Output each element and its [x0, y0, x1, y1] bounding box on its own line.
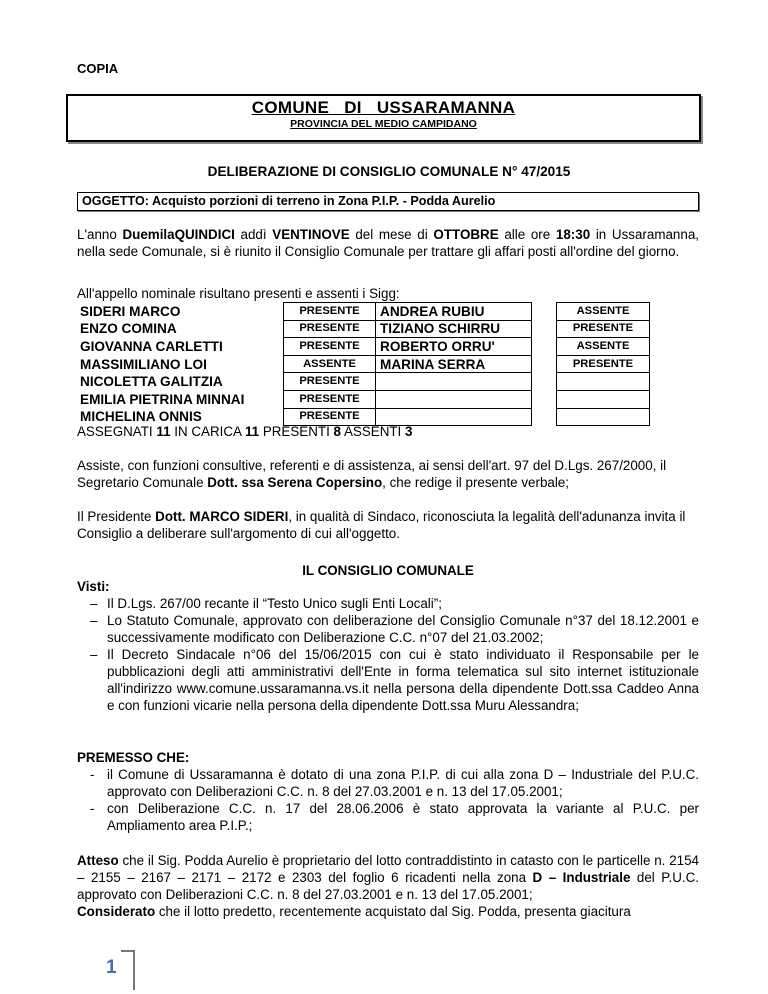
attendance-table	[77, 302, 650, 426]
municipality-title: COMUNE DI USSARAMANNA	[251, 98, 516, 117]
deliberation-title: DELIBERAZIONE DI CONSIGLIO COMUNALE N° 47/2015	[207, 164, 571, 179]
attendance-row	[77, 303, 650, 321]
attendance-row	[77, 390, 650, 408]
councillor-name: MARINA SERRA	[376, 355, 532, 373]
visti-item: – Lo Statuto Comunale, approvato con deliberazione del Consiglio Comunale n°37 del 18.12.2001 e successivamente modificato con Deliberazione C.C. n°07 del 21.03.2002;	[90, 613, 699, 645]
premesso-list	[77, 766, 699, 834]
column-gap	[532, 338, 557, 356]
attendance-row	[77, 373, 650, 391]
councillor-status: PRESENTE	[284, 408, 376, 426]
councillor-status: PRESENTE	[557, 320, 650, 338]
councillor-name: ROBERTO ORRU'	[376, 338, 532, 356]
president-paragraph: Il Presidente Dott. MARCO SIDERI, in qualità di Sindaco, riconosciuta la legalità dell'adunanza invita il Consiglio a deliberare sull'argomento di cui all'oggetto.	[77, 509, 686, 541]
councillor-status: PRESENTE	[284, 390, 376, 408]
councillor-name: GIOVANNA CARLETTI	[80, 338, 223, 354]
municipality-header	[66, 94, 701, 142]
councillor-name: NICOLETTA GALITZIA	[80, 374, 223, 390]
visti-label: Visti:	[77, 579, 110, 594]
province-subtitle: PROVINCIA DEL MEDIO CAMPIDANO	[290, 118, 477, 130]
councillor-status: PRESENTE	[557, 355, 650, 373]
councillor-status: ASSENTE	[557, 338, 650, 356]
visti-list	[77, 595, 699, 714]
councillor-name: MICHELINA ONNIS	[80, 409, 202, 425]
councillor-name: TIZIANO SCHIRRU	[376, 320, 532, 338]
visti-item: – Il D.Lgs. 267/00 recante il “Testo Unico sugli Enti Locali”;	[90, 596, 442, 611]
councillor-status	[557, 373, 650, 391]
visti-item: – Il Decreto Sindacale n°06 del 15/06/2015 con cui è stato individuato il Responsabile per le pubblicazioni degli atti amministrativi dell'Ente in forma telematica sul sito internet istituzionale all'indirizzo www.comune.ussaramanna.vs.it nella persona della dipendente Dott.ssa Caddeo Anna e con funzioni vicarie nella persona della dipendente Dott.ssa Muru Alessandra;	[90, 647, 699, 713]
councillor-name	[376, 390, 532, 408]
councillor-status: PRESENTE	[284, 320, 376, 338]
column-gap	[532, 355, 557, 373]
premesso-item: - il Comune di Ussaramanna è dotato di una zona P.I.P. di cui alla zona D – Industriale del P.U.C. approvato con Deliberazioni C.C. n. 8 del 27.03.2001 e n. 13 del 17.05.2001;	[90, 767, 699, 799]
column-gap	[532, 373, 557, 391]
councillor-name: EMILIA PIETRINA MINNAI	[80, 391, 245, 407]
councillor-name: ANDREA RUBIU	[376, 303, 532, 321]
visti-section	[77, 578, 699, 714]
column-gap	[532, 320, 557, 338]
intro-paragraph: L'anno DuemilaQUINDICI addì VENTINOVE del mese di OTTOBRE alle ore 18:30 in Ussaramanna, nella sede Comunale, si è riunito il Consiglio Comunale per trattare gli affari posti all'ordine del giorno.	[77, 227, 699, 259]
column-gap	[532, 390, 557, 408]
attendance-summary: ASSEGNATI 11 IN CARICA 11 PRESENTI 8 ASSENTI 3	[77, 424, 413, 439]
councillor-status: ASSENTE	[284, 355, 376, 373]
column-gap	[532, 303, 557, 321]
councillor-status	[557, 390, 650, 408]
roll-call-text: All'appello nominale risultano presenti e assenti i Sigg:	[77, 286, 400, 301]
page-number: 1	[106, 957, 117, 978]
footer-divider	[133, 952, 135, 990]
atteso-paragraph: Atteso che il Sig. Podda Aurelio è proprietario del lotto contraddistinto in catasto con le particelle n. 2154 – 2155 – 2167 – 2171 – 2172 e 2303 del foglio 6 ricadenti nella zona D – Industriale del P.U.C. approvato con Deliberazioni C.C. n. 8 del 27.03.2001 e n. 13 del 17.05.2001;	[77, 853, 699, 902]
copy-label: COPIA	[77, 61, 119, 76]
councillor-status: PRESENTE	[284, 303, 376, 321]
premesso-item: - con Deliberazione C.C. n. 17 del 28.06.2006 è stato approvata la variante al P.U.C. per Ampliamento area P.I.P.;	[90, 801, 699, 833]
councillor-name: ENZO COMINA	[80, 321, 177, 337]
attendance-row	[77, 355, 650, 373]
councillor-status: PRESENTE	[284, 338, 376, 356]
councillor-status: ASSENTE	[557, 303, 650, 321]
councillor-name: MASSIMILIANO LOI	[80, 356, 207, 372]
councillor-name: SIDERI MARCO	[80, 303, 181, 319]
considerato-paragraph: Considerato che il lotto predetto, recentemente acquistato dal Sig. Podda, presenta giacitura	[77, 904, 631, 919]
subject-box: OGGETTO: Acquisto porzioni di terreno in Zona P.I.P. - Podda Aurelio	[77, 192, 699, 211]
councillor-name	[376, 373, 532, 391]
premesso-section	[77, 749, 699, 834]
premesso-label: PREMESSO CHE:	[77, 750, 190, 765]
attendance-row	[77, 320, 650, 338]
secretary-paragraph: Assiste, con funzioni consultive, referenti e di assistenza, ai sensi dell'art. 97 del D.Lgs. 267/2000, il Segretario Comunale Dott. ssa Serena Copersino, che redige il presente verbale;	[77, 458, 667, 490]
councillor-status: PRESENTE	[284, 373, 376, 391]
council-heading: IL CONSIGLIO COMUNALE	[302, 563, 474, 578]
attendance-row	[77, 338, 650, 356]
